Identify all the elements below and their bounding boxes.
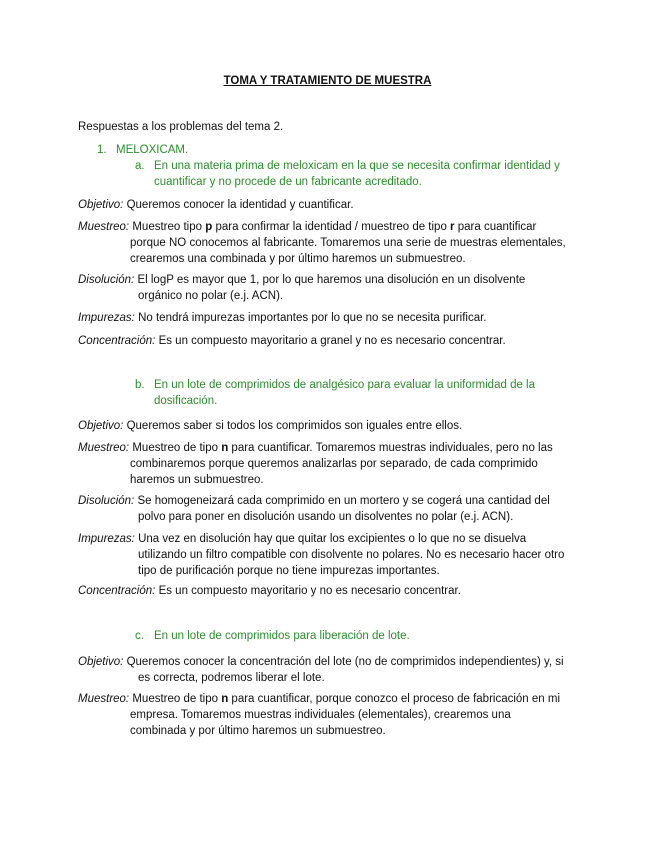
list-number: 1. (97, 144, 107, 156)
section-a-disolucion: Disolución: El logP es mayor que 1, por lo que haremos una disolución en un disolvente orgánico no polar (e.j. ACN). (78, 274, 526, 302)
section-a-heading: a. En una materia prima de meloxicam en la que se necesita confirmar identidad y cuantificar y no procede de un fabricante acreditado. (135, 160, 560, 188)
section-c-objetivo: Objetivo: Queremos conocer la concentración del lote (no de comprimidos independientes) y, si es correcta, podremos liberar el lote. (78, 656, 564, 684)
section-c-muestreo: Muestreo: Muestreo de tipo n para cuantificar, porque conozco el proceso de fabricación en mi empresa. Tomaremos muestras individuales (elementales), crearemos una combinada y por último haremos un submuestreo. (78, 693, 561, 737)
section-b-impurezas: Impurezas: Una vez en disolución hay que quitar los excipientes o lo que no se disuelva utilizando un filtro compatible con disolvente no polares. No es necesario hacer otro tipo de purificación porque no tiene impurezas importantes. (78, 533, 565, 577)
section-b-disolucion: Disolución: Se homogeneizará cada comprimido en un mortero y se cogerá una cantidad del polvo para poner en disolución usando un disolventes no polar (e.j. ACN). (78, 495, 550, 523)
intro-text: Respuestas a los problemas del tema 2. (78, 121, 284, 133)
section-a-impurezas: Impurezas: No tendrá impurezas importantes por lo que no se necesita purificar. (78, 312, 487, 324)
section-b-objetivo: Objetivo: Queremos saber si todos los comprimidos son iguales entre ellos. (78, 420, 463, 432)
section-b-concentracion: Concentración: Es un compuesto mayoritario y no es necesario concentrar. (78, 585, 461, 597)
page-title: TOMA Y TRATAMIENTO DE MUESTRA (223, 75, 432, 87)
section-a-objetivo: Objetivo: Queremos conocer la identidad y cuantificar. (78, 199, 354, 211)
section-b-heading: b. En un lote de comprimidos de analgésico para evaluar la uniformidad de la dosificación. (135, 379, 536, 407)
section-a-concentracion: Concentración: Es un compuesto mayoritario a granel y no es necesario concentrar. (78, 335, 506, 347)
section-a-muestreo: Muestreo: Muestreo tipo p para confirmar la identidad / muestreo de tipo r para cuantificar porque NO conocemos al fabricante. Tomaremos una serie de muestras elementales, crearemos una combinada y por último haremos un submuestreo. (78, 221, 566, 265)
question-title: MELOXICAM. (116, 144, 189, 156)
section-b-muestreo: Muestreo: Muestreo de tipo n para cuantificar. Tomaremos muestras individuales, pero no las combinaremos porque queremos analizarlas por separado, de cada comprimido haremos un submuestreo. (78, 442, 553, 486)
section-c-heading: c. En un lote de comprimidos para liberación de lote. (135, 630, 410, 642)
